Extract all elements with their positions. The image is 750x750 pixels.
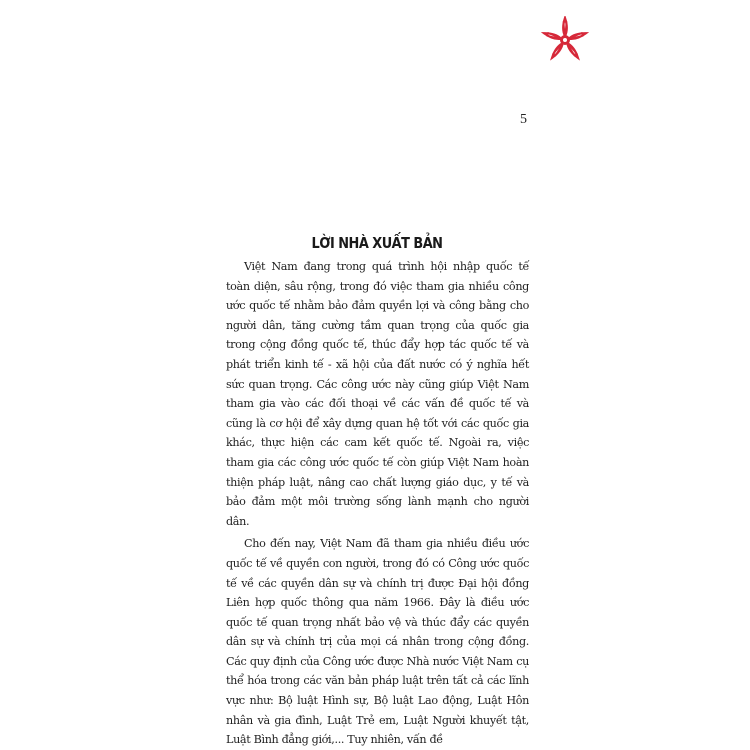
paragraph-2: Cho đến nay, Việt Nam đã tham gia nhiều điều ước quốc tế về quyền con người, trong đó có Công ước quốc tế về các quyền dân sự và chính trị được Đại hội đồng Liên hợp quốc thông qua năm 1966. Đây là điều ước quốc tế quan trọng nhất bảo vệ và thúc đẩy các quyền dân sự và chính trị của mọi cá nhân trong cộng đồng. Các quy định của Công ước được Nhà nước Việt Nam cụ thể hóa trong các văn bản pháp luật trên tất cả các lĩnh vực như: Bộ luật Hình sự, Bộ luật Lao động, Luật Hôn nhân và gia đình, Luật Trẻ em, Luật Người khuyết tật, Luật Bình đẳng giới,... Tuy nhiên, vấn đề	[226, 537, 529, 747]
publisher-star-logo-svg	[541, 16, 589, 64]
publisher-star-logo-icon	[541, 16, 589, 64]
body-text	[226, 257, 529, 750]
paragraph-1: Việt Nam đang trong quá trình hội nhập quốc tế toàn diện, sâu rộng, trong đó việc tham gia nhiều công ước quốc tế nhằm bảo đảm quyền lợi và công bằng cho người dân, tăng cường tầm quan trọng của quốc gia trong cộng đồng quốc tế, thúc đẩy hợp tác quốc tế và phát triển kinh tế - xã hội của đất nước có ý nghĩa hết sức quan trọng. Các công ước này cũng giúp Việt Nam tham gia vào các đối thoại về các vấn đề quốc tế và cũng là cơ hội để xây dựng quan hệ tốt với các quốc gia khác, thực hiện các cam kết quốc tế. Ngoài ra, việc tham gia các công ước quốc tế còn giúp Việt Nam hoàn thiện pháp luật, nâng cao chất lượng giáo dục, y tế và bảo đảm một môi trường sống lành mạnh cho người dân.	[226, 260, 529, 528]
page-number: 5	[520, 112, 527, 127]
section-heading: LỜI NHÀ XUẤT BẢN	[311, 234, 443, 252]
